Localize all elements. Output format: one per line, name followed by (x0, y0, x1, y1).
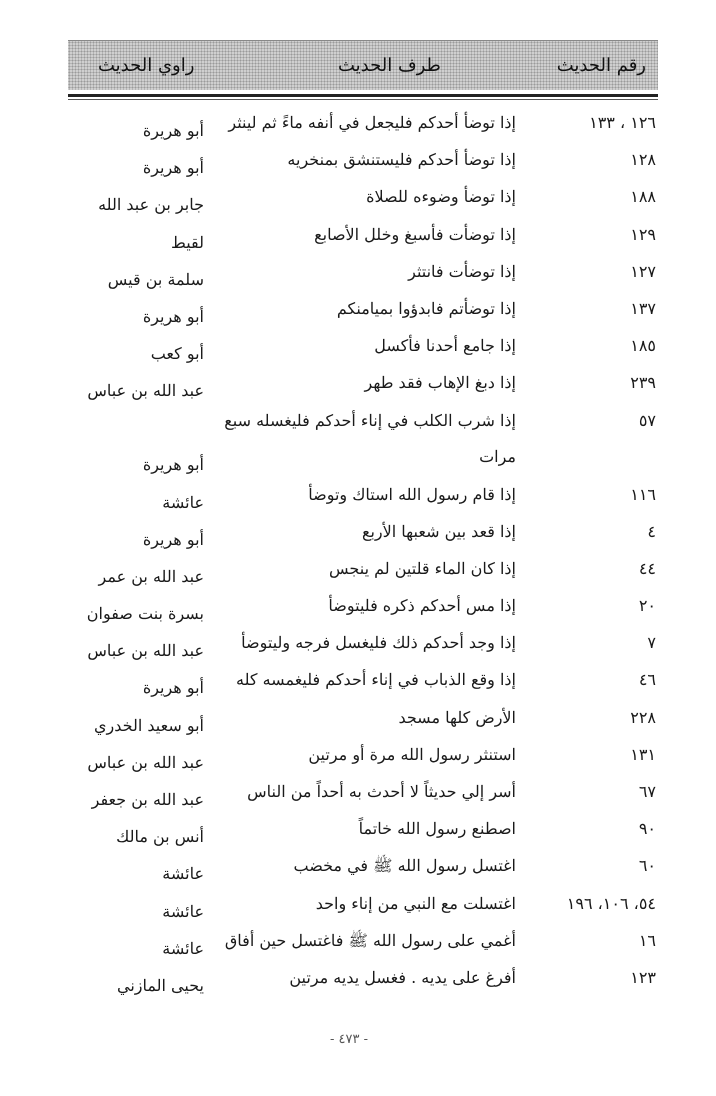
hadith-text: استنثر رسول الله مرة أو مرتين (308, 744, 516, 764)
header-narrator-label: راوي الحديث (98, 55, 195, 76)
hadith-narrator: أبو هريرة (142, 306, 204, 326)
hadith-text: إذا شرب الكلب في إناء أحدكم فليغسله سبع (224, 410, 516, 430)
table-row (0, 848, 716, 885)
hadith-narrator: عائشة (162, 938, 204, 958)
hadith-number: ١١٦ (630, 484, 656, 504)
hadith-narrator: أبو هريرة (142, 678, 204, 698)
table-row (0, 737, 716, 774)
table-header (68, 40, 658, 90)
hadith-text: إذا كان الماء قلتين لم ينجس (329, 558, 516, 578)
hadith-number: ٢٠ (638, 596, 656, 616)
hadith-narrator: عائشة (162, 901, 204, 921)
hadith-number: ١٣٧ (630, 298, 656, 318)
table-row (0, 886, 716, 923)
hadith-narrator: عبد الله بن عباس (87, 381, 204, 401)
hadith-number: ٦٧ (638, 782, 656, 801)
table-row (0, 662, 716, 699)
hadith-number: ٥٤، ١٠٦، ١٩٦ (566, 893, 656, 913)
hadith-number: ١٦ (638, 930, 656, 950)
hadith-text: أسر إلي حديثاً لا أحدث به أحداً من الناس (247, 782, 516, 801)
hadith-number: ٤٦ (638, 670, 656, 690)
table-row (0, 588, 716, 625)
hadith-narrator: عبد الله بن عمر (98, 566, 204, 586)
hadith-number: ١٢٦ ، ١٣٣ (589, 113, 656, 132)
hadith-text: إذا توضأت فأسبغ وخلل الأصابع (314, 224, 516, 244)
hadith-text: إذا وقع الذباب في إناء أحدكم فليغمسه كله (236, 670, 516, 690)
table-row (0, 142, 716, 179)
hadith-number: ١٢٩ (630, 224, 656, 244)
hadith-narrator: أبو هريرة (142, 454, 204, 474)
table-row (0, 328, 716, 365)
hadith-text-continued: مرات (479, 446, 516, 466)
hadith-number: ٢٣٩ (630, 373, 656, 393)
hadith-narrator: أنس بن مالك (116, 827, 204, 847)
table-row (0, 551, 716, 588)
hadith-narrator: جابر بن عبد الله (98, 195, 204, 215)
hadith-text: إذا توضأ وضوءه للصلاة (366, 187, 516, 207)
hadith-text: إذا توضأ أحدكم فليجعل في أنفه ماءً ثم لينثر (228, 113, 516, 132)
table-row (0, 105, 716, 142)
table-row (0, 179, 716, 216)
hadith-text: إذا وجد أحدكم ذلك فليغسل فرجه وليتوضأ (241, 633, 516, 653)
hadith-number: ٤٤ (638, 558, 656, 578)
hadith-narrator: لقيط (171, 232, 204, 252)
hadith-text: اغتسل رسول الله ﷺ في مخضب (293, 856, 516, 876)
table-row (0, 960, 716, 997)
hadith-number: ٥٧ (638, 410, 656, 430)
table-row (0, 625, 716, 662)
hadith-narrator: أبو سعيد الخدري (94, 715, 204, 735)
hadith-narrator: عائشة (162, 492, 204, 512)
table-row (0, 774, 716, 811)
hadith-text: إذا توضأ أحدكم فليستنشق بمنخريه (287, 150, 516, 170)
hadith-number: ٤ (647, 521, 656, 541)
hadith-number: ١٢٣ (630, 967, 656, 987)
hadith-number: ٢٢٨ (630, 707, 656, 727)
hadith-number: ١٢٨ (630, 150, 656, 170)
hadith-narrator: أبو هريرة (142, 121, 204, 140)
table-row (0, 254, 716, 291)
hadith-text: إذا قعد بين شعبها الأربع (361, 521, 516, 541)
table-row (0, 365, 716, 402)
hadith-narrator: أبو هريرة (142, 158, 204, 178)
table-row (0, 403, 716, 477)
header-rule-thin (68, 99, 658, 100)
table-row (0, 700, 716, 737)
hadith-number: ١٨٥ (630, 336, 656, 356)
header-number-label: رقم الحديث (556, 55, 646, 76)
hadith-narrator: يحيى المازني (117, 975, 204, 995)
hadith-text: إذا توضأت فانتثر (408, 261, 516, 281)
hadith-narrator: سلمة بن قيس (107, 269, 204, 289)
table-row (0, 514, 716, 551)
hadith-narrator: عبد الله بن عباس (87, 641, 204, 661)
page-number: - ٤٧٣ - (330, 1032, 369, 1047)
header-rule-thick (68, 94, 658, 97)
table-row (0, 291, 716, 328)
hadith-text: أفرغ على يديه . فغسل يديه مرتين (289, 967, 516, 987)
header-text-label: طرف الحديث (338, 55, 441, 76)
hadith-number: ٩٠ (638, 819, 656, 839)
table-row (0, 217, 716, 254)
hadith-index-table (0, 105, 716, 997)
hadith-text: إذا جامع أحدنا فأكسل (374, 336, 516, 356)
hadith-narrator: أبو كعب (150, 344, 204, 364)
hadith-narrator: أبو هريرة (142, 529, 204, 549)
hadith-number: ١٨٨ (630, 187, 656, 207)
table-row (0, 923, 716, 960)
hadith-text: إذا مس أحدكم ذكره فليتوضأ (328, 596, 516, 616)
hadith-text: إذا توضأتم فابدؤوا بميامنكم (336, 298, 516, 318)
hadith-narrator: عبد الله بن جعفر (91, 790, 204, 809)
hadith-text: اغتسلت مع النبي من إناء واحد (315, 893, 516, 913)
hadith-text: إذا قام رسول الله استاك وتوضأ (308, 484, 516, 504)
hadith-number: ٦٠ (638, 856, 656, 876)
hadith-narrator: بسرة بنت صفوان (86, 604, 204, 624)
hadith-text: إذا دبغ الإهاب فقد طهر (364, 373, 516, 393)
table-row (0, 811, 716, 848)
hadith-number: ١٣١ (630, 744, 656, 764)
hadith-text: الأرض كلها مسجد (398, 707, 516, 727)
hadith-narrator: عبد الله بن عباس (87, 752, 204, 772)
table-row (0, 477, 716, 514)
hadith-narrator: عائشة (162, 864, 204, 884)
hadith-number: ٧ (647, 633, 656, 653)
hadith-number: ١٢٧ (630, 261, 656, 281)
hadith-text: أغمي على رسول الله ﷺ فاغتسل حين أفاق (224, 930, 516, 950)
hadith-text: اصطنع رسول الله خاتماً (358, 819, 516, 839)
